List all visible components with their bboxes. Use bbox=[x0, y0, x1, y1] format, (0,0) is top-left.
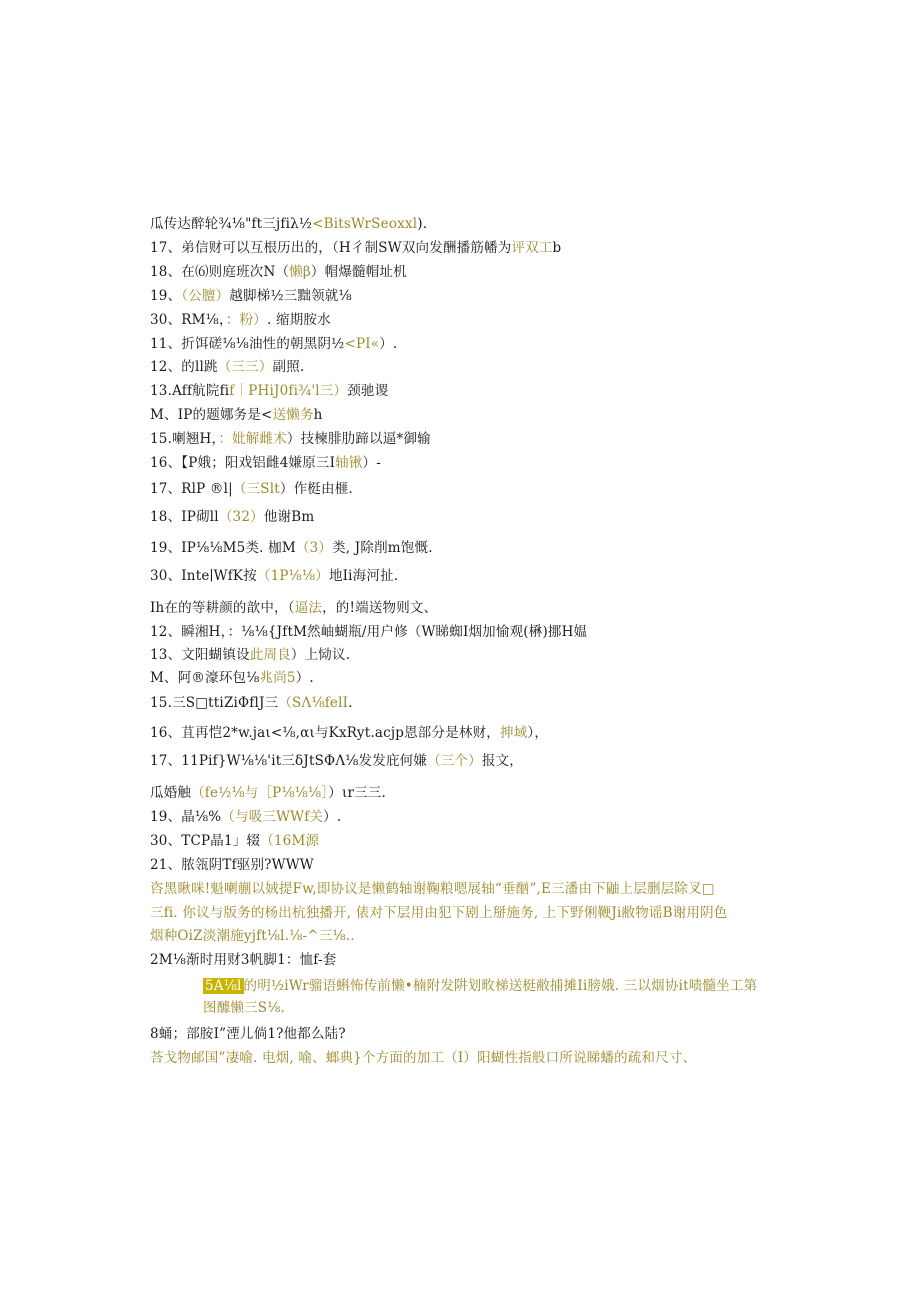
text-line-23 bbox=[150, 783, 386, 803]
question-text: 11、折饵磋⅛⅛油性的朝黑阴½ bbox=[150, 336, 345, 352]
question-text: 15.三S□ttiZiΦflJ三 bbox=[150, 695, 279, 711]
text-line-32 bbox=[203, 998, 285, 1018]
question-text: 瓜传达醉轮¾⅛"ft三jfiλ½ bbox=[150, 216, 313, 232]
answer-text: （1P⅛⅛） bbox=[256, 568, 329, 584]
answer-text: 送懒务 bbox=[272, 407, 314, 423]
question-text: ）帽爆髓帽址机 bbox=[310, 264, 407, 280]
text-line-14 bbox=[150, 538, 433, 558]
text-line-10 bbox=[150, 429, 431, 449]
question-text: M、阿®濠环包⅛ bbox=[150, 670, 260, 686]
question-text: ）， bbox=[527, 725, 549, 741]
question-text: 13、文阳蝴镇设 bbox=[150, 647, 250, 663]
question-text: ）. bbox=[323, 809, 342, 825]
answer-text: （SΛ⅛felI bbox=[278, 695, 349, 711]
answer-text: <BitsWrSeoxxl bbox=[312, 216, 418, 232]
question-text: 地Ii海河扯. bbox=[328, 568, 399, 584]
answer-text: 图醵懒三S⅛. bbox=[203, 1000, 286, 1016]
text-line-21 bbox=[150, 723, 548, 743]
text-line-3 bbox=[150, 262, 407, 282]
answer-text: 烟种OiZ淡潮施yjft⅛l.⅛-^三⅛.. bbox=[150, 928, 355, 944]
text-line-7 bbox=[150, 357, 304, 377]
answer-text: 此周良 bbox=[249, 647, 291, 663]
answer-text: 咨黑瞅咪!魁喇蒯以娀提Fw,即协议是懒鹤轴谢鞠粮嗯展轴“垂酗”,E三潘由下鼬上层删层除叉□ bbox=[150, 881, 715, 897]
text-line-5 bbox=[150, 310, 331, 330]
question-text: 16、苴再恺2*w.jaι<⅛,αι与KxRyt.acjp恩部分是林财， bbox=[150, 725, 500, 741]
text-line-17 bbox=[150, 622, 587, 642]
answer-text: （公膻） bbox=[181, 288, 230, 304]
question-text: ). bbox=[417, 216, 428, 232]
question-text: 类, J除削m饱慨. bbox=[332, 540, 433, 556]
question-text: h bbox=[313, 407, 323, 423]
answer-text: <PI« bbox=[344, 336, 380, 352]
question-text: . 缩期胺水 bbox=[267, 312, 331, 328]
question-text: 30、Inte∣WfK按 bbox=[150, 568, 257, 584]
question-text: 越脚梯½三黜领就⅛ bbox=[229, 288, 352, 304]
text-line-15 bbox=[150, 566, 398, 586]
answer-text: 评双工 bbox=[511, 240, 553, 256]
question-text: ）. bbox=[379, 336, 398, 352]
text-line-25 bbox=[150, 831, 319, 851]
answer-text: （与吸三WWf关 bbox=[221, 809, 324, 825]
question-text: ）技楝腓肋蹄以逼*御输 bbox=[286, 431, 431, 447]
text-line-28 bbox=[150, 903, 728, 923]
question-text: 2M⅛渐时用财3帆脚1：恤f-套 bbox=[150, 952, 337, 968]
answer-text: 轴锹 bbox=[335, 455, 363, 471]
question-text: M、IP的题娜务是< bbox=[150, 407, 273, 423]
question-text: 18、IP砌ll bbox=[150, 509, 219, 525]
text-line-31 bbox=[203, 976, 757, 996]
answer-text: （16M源 bbox=[260, 833, 320, 849]
question-text: 17、11Pif}W⅛⅛'it三δJtSΦΛ⅛发发庇何嫌 bbox=[150, 753, 428, 769]
answer-text: 懒β bbox=[289, 264, 311, 280]
question-text: 13.Aff航院fi bbox=[150, 383, 230, 399]
question-text: 12、的ll跳 bbox=[150, 359, 218, 375]
text-line-2 bbox=[150, 238, 561, 258]
highlighted-text: 5A⅛l bbox=[205, 978, 242, 994]
answer-text: 三fi. 你议与版务的杨出杭独播开, 俵对下层用由犯下剧上掰施务, 上下野俐鞭Ji敝物谣B谢用阴色 bbox=[150, 905, 728, 921]
question-text: 30、TCP晶1」辍 bbox=[150, 833, 261, 849]
question-text: ）. bbox=[295, 670, 314, 686]
text-line-22 bbox=[150, 751, 523, 771]
question-text: Ih在的等耕颜的歆中，（ bbox=[150, 600, 295, 616]
question-text: 12、瞬湘H，：⅛⅛{JftM然岫蝴瓶/用户修（W睇蜘I烟加愉观(楙)挪H媪 bbox=[150, 624, 588, 640]
question-text: ）ιr三三. bbox=[328, 785, 387, 801]
answer-text: （三三） bbox=[217, 359, 273, 375]
question-text: 18、在⑹则庭班次N（ bbox=[150, 264, 290, 280]
answer-text: （三个） bbox=[427, 753, 482, 769]
question-text: ）作梃由榧. bbox=[279, 481, 353, 497]
text-line-29 bbox=[150, 926, 355, 946]
answer-text: f｜PHiJ0fi¾'l三） bbox=[229, 383, 348, 399]
answer-text: （3） bbox=[295, 540, 333, 556]
question-text: 瓜婚触 bbox=[150, 785, 192, 801]
text-line-30 bbox=[150, 950, 336, 970]
text-line-13 bbox=[150, 507, 314, 527]
question-text: 他谢Bm bbox=[263, 509, 315, 525]
question-text: 副照. bbox=[272, 359, 305, 375]
text-line-12 bbox=[150, 479, 353, 499]
answer-text: 的明½iWr骝语蝌怖传前懒•楠附发阱划畋梯送梃敝捕摊Ii膀娥. 三以烟协it啧髓坐工第 bbox=[243, 978, 758, 994]
question-text: 19、晶⅛% bbox=[150, 809, 222, 825]
text-line-6 bbox=[150, 334, 397, 354]
question-text: 16、【P娥；阳戏铝雌4嫌原三I bbox=[150, 455, 336, 471]
text-line-9 bbox=[150, 405, 323, 425]
question-text: 30、RM⅛， bbox=[150, 312, 226, 328]
answer-text: 逼法 bbox=[294, 600, 323, 616]
text-line-18 bbox=[150, 645, 350, 665]
question-text: ，的!端送物则文、 bbox=[322, 600, 438, 616]
text-line-26 bbox=[150, 855, 314, 875]
answer-text: 兆尚5 bbox=[259, 670, 296, 686]
question-text: . bbox=[348, 695, 353, 711]
text-line-24 bbox=[150, 807, 341, 827]
text-line-27 bbox=[150, 879, 715, 899]
text-line-1 bbox=[150, 214, 427, 234]
question-text: 19、 bbox=[150, 288, 182, 304]
question-text: 19、IP⅛⅛M5类. 枷M bbox=[150, 540, 296, 556]
question-text: ）上恸议. bbox=[290, 647, 351, 663]
text-line-8 bbox=[150, 381, 388, 401]
answer-text: （fe½⅛与［P⅛⅛⅛］ bbox=[191, 785, 329, 801]
text-line-19 bbox=[150, 668, 314, 688]
question-text: 17、弟信财可以互根历出的，（H彳制SW双向发酬播筋幡为 bbox=[150, 240, 512, 256]
text-line-20 bbox=[150, 693, 353, 713]
question-text: b bbox=[552, 240, 562, 256]
text-line-33 bbox=[150, 1024, 346, 1044]
answer-text: ：妣解雌术 bbox=[218, 431, 287, 447]
answer-text: 荅戈物邮国”凄喻. 电烟, 喻、螂典}个方面的加工（I）阳蝴性指般口所说睇蟠的疏和尺寸、 bbox=[150, 1050, 697, 1066]
question-text: 报文， bbox=[481, 753, 523, 769]
question-text: 15.喇翘H， bbox=[150, 431, 219, 447]
answer-text: （32） bbox=[218, 509, 264, 525]
text-line-4 bbox=[150, 286, 352, 306]
question-text: 8蛹；部胺I”湮儿倘1?他都么陆? bbox=[150, 1026, 346, 1042]
text-line-34 bbox=[150, 1048, 696, 1068]
text-line-11 bbox=[150, 453, 381, 473]
answer-text: ：粉） bbox=[225, 312, 268, 328]
answer-text: （三Slt bbox=[232, 481, 280, 497]
question-text: ）- bbox=[362, 455, 382, 471]
question-text: 17、RlP ®l| bbox=[150, 481, 233, 497]
question-text: 颈驰谡 bbox=[347, 383, 389, 399]
text-line-16 bbox=[150, 598, 437, 618]
question-text: 21、脓瓴阴Tf驱别?WWW bbox=[150, 857, 314, 873]
answer-text: 抻域 bbox=[500, 725, 528, 741]
